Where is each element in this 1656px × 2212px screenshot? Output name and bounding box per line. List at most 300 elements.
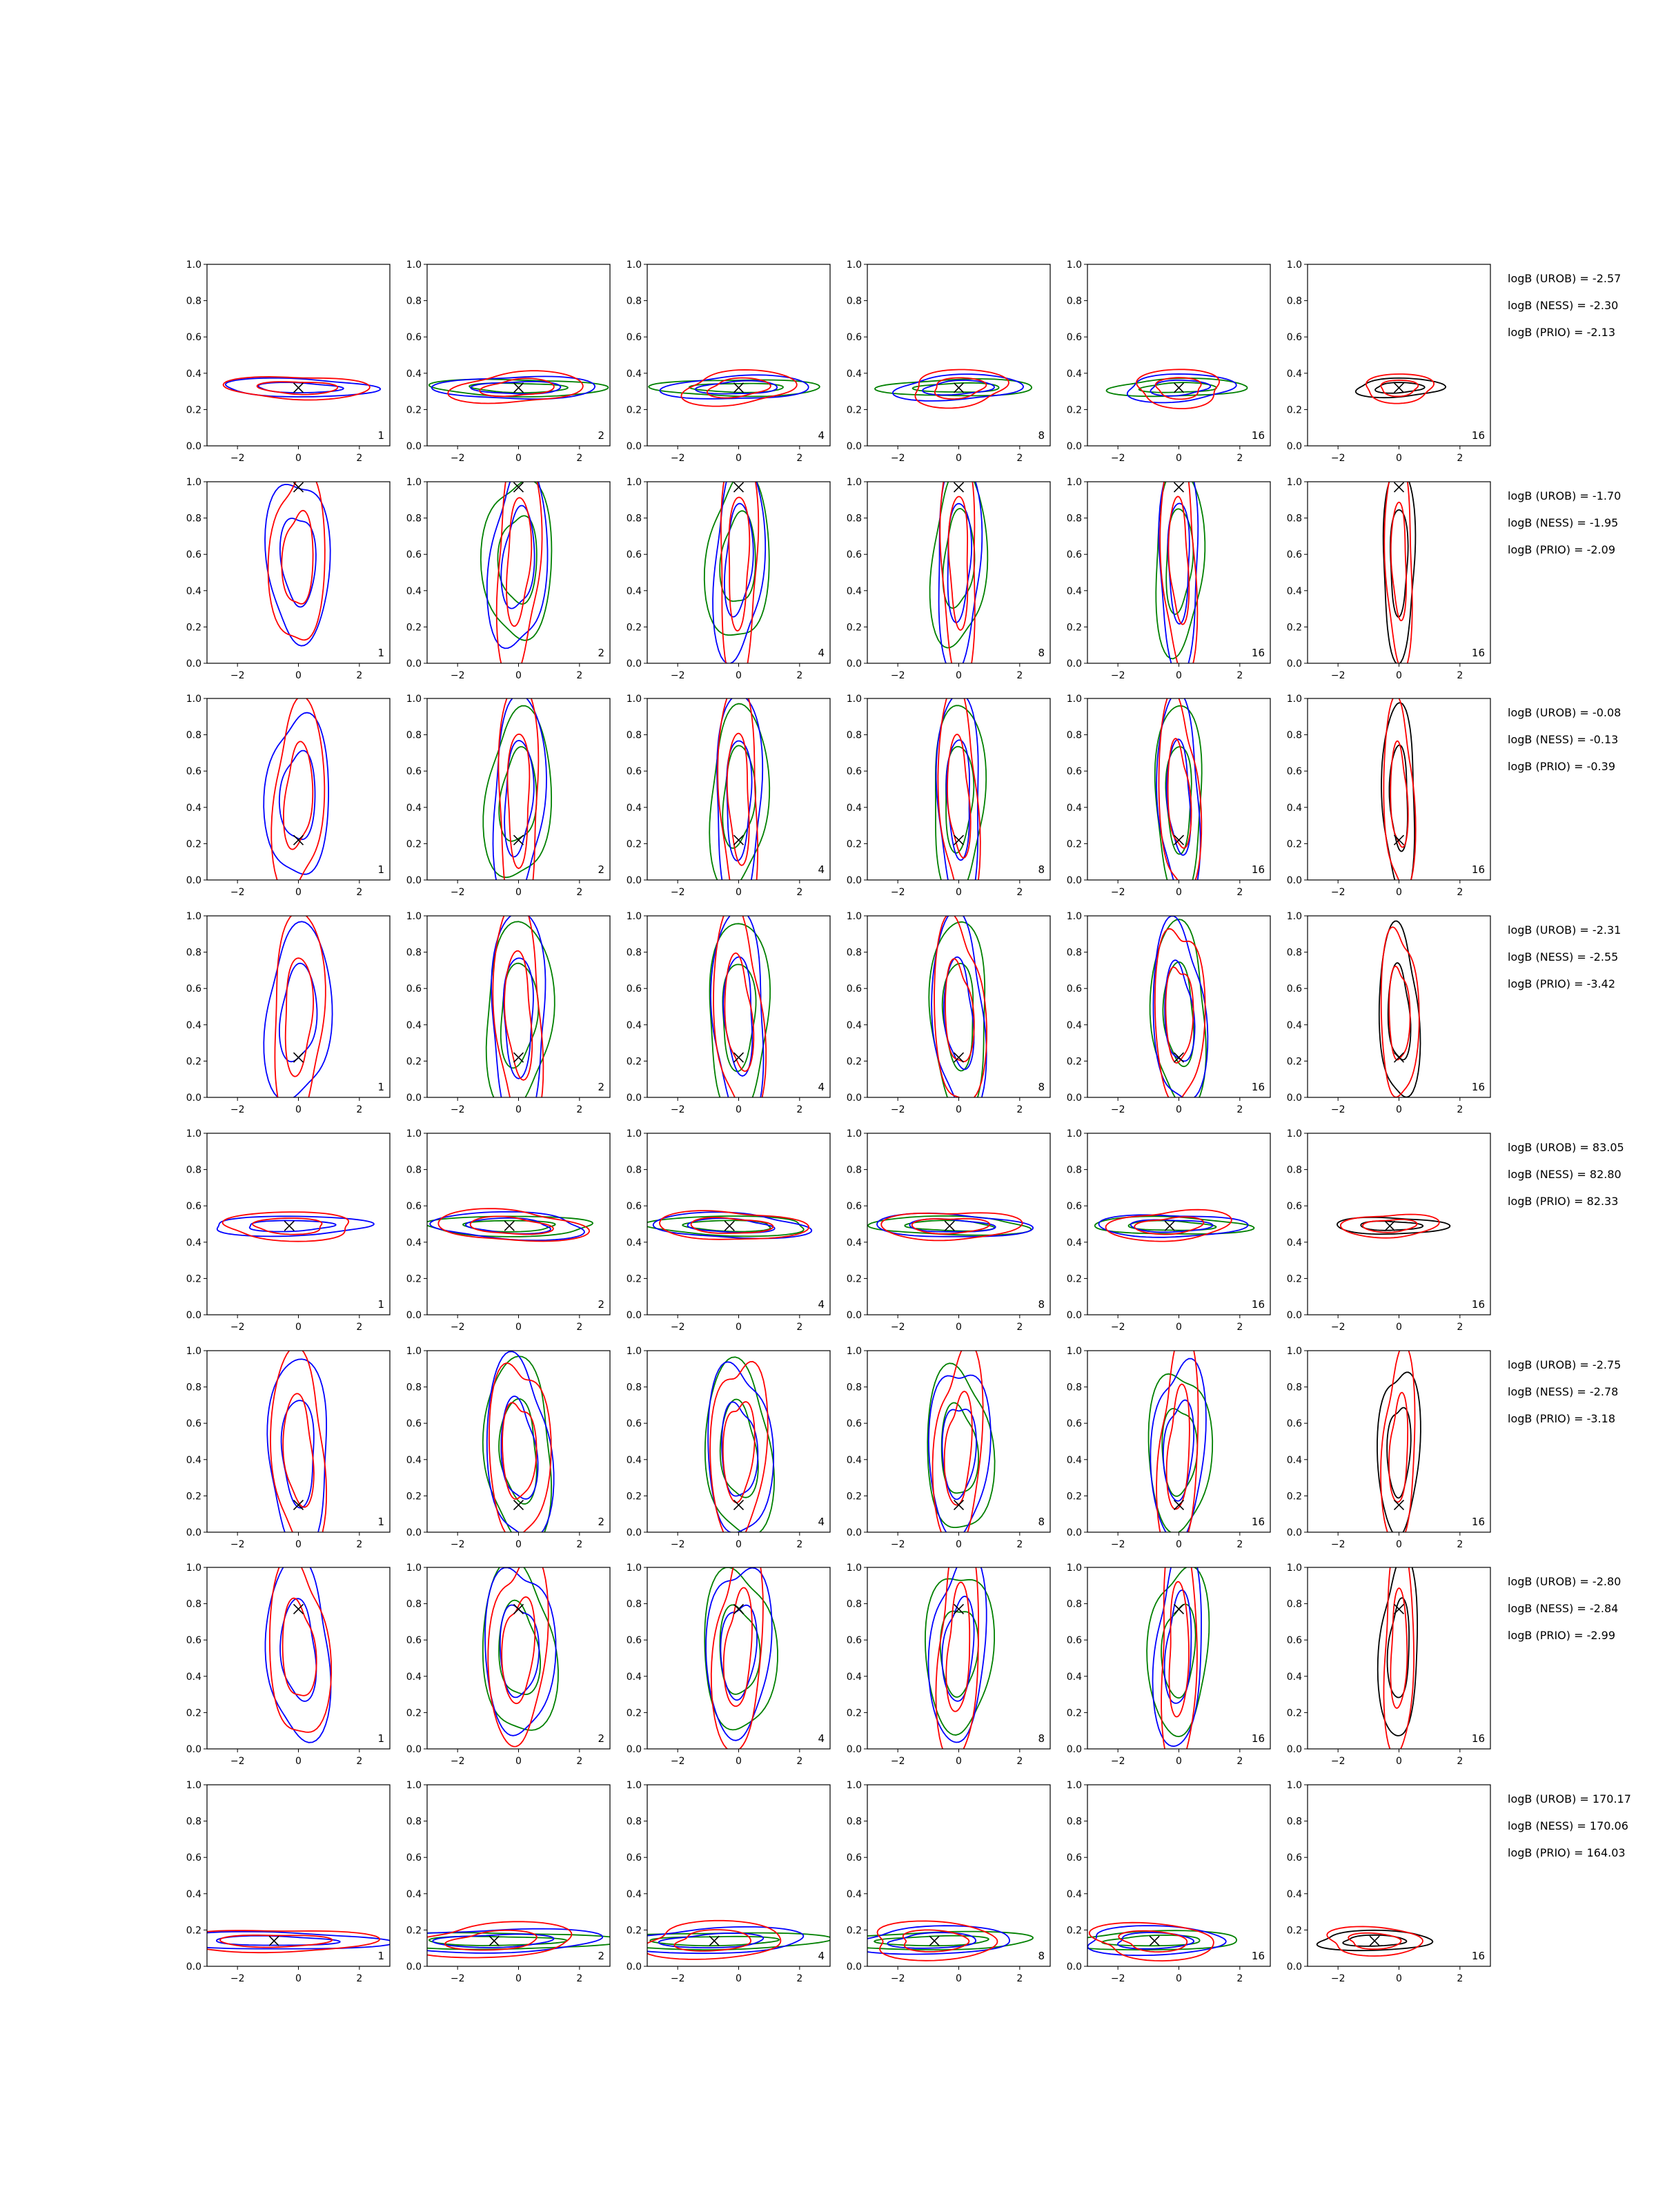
y-tick-label: 0.2 [186, 1707, 201, 1719]
axes-frame [1308, 264, 1490, 446]
y-tick-label: 0.0 [1286, 658, 1302, 669]
x-tick-label: 0 [1176, 1322, 1182, 1333]
axes-frame [647, 264, 830, 446]
y-tick-label: 0.0 [1286, 1527, 1302, 1538]
contour-group [267, 1347, 326, 1554]
y-tick-label: 0.8 [846, 947, 862, 959]
axes-frame [1308, 482, 1490, 663]
y-tick-label: 0.8 [846, 513, 862, 525]
axes-frame [1087, 698, 1270, 880]
x-tick-label: 2 [796, 1104, 803, 1115]
x-tick-label: 0 [736, 1322, 742, 1333]
contour-group [1378, 1537, 1417, 1755]
y-tick-label: 0.4 [1286, 802, 1302, 814]
true-value-marker [294, 383, 304, 393]
panel-corner-label: 4 [818, 863, 825, 876]
y-tick-label: 0.6 [186, 1852, 201, 1864]
contour-group [1095, 1210, 1254, 1242]
panel-r3-c4 [847, 683, 1050, 912]
x-tick-label: −2 [1110, 1104, 1125, 1115]
y-tick-label: 1.0 [1286, 477, 1302, 488]
y-tick-label: 0.8 [186, 513, 201, 525]
panel-corner-label: 16 [1471, 863, 1485, 876]
x-tick-label: 0 [1176, 1104, 1182, 1115]
y-tick-label: 0.6 [186, 983, 201, 995]
x-tick-label: −2 [670, 1322, 685, 1333]
y-tick-label: 0.0 [1066, 875, 1082, 886]
y-tick-label: 1.0 [406, 911, 422, 922]
x-tick-label: −2 [1330, 670, 1346, 681]
x-tick-label: −2 [450, 887, 465, 898]
true-value-marker [724, 1221, 734, 1231]
y-tick-label: 1.0 [846, 1780, 862, 1791]
x-tick-label: 0 [956, 1322, 962, 1333]
y-tick-label: 0.0 [1066, 441, 1082, 452]
x-tick-label: 0 [1396, 453, 1402, 464]
y-tick-label: 1.0 [626, 1346, 642, 1357]
contour-line [217, 1216, 374, 1236]
y-tick-label: 0.8 [1066, 1164, 1082, 1176]
axes-frame [867, 1567, 1050, 1749]
contour-line [266, 1556, 331, 1743]
x-tick-label: −2 [1110, 453, 1125, 464]
contour-group [925, 1526, 994, 1761]
y-tick-label: 0.0 [186, 1744, 201, 1755]
panel-r4-c1 [186, 911, 390, 1128]
contour-group [927, 1342, 994, 1549]
y-tick-label: 0.4 [1286, 368, 1302, 380]
panel-r2-c1 [186, 471, 390, 681]
panel-r2-c6 [1287, 456, 1490, 681]
contour-group [266, 1555, 332, 1743]
x-tick-label: −2 [230, 1104, 245, 1115]
y-tick-label: 1.0 [846, 694, 862, 705]
y-tick-label: 0.6 [1286, 332, 1302, 344]
x-tick-label: −2 [230, 670, 245, 681]
logb-label: logB (PRIO) = -3.42 [1508, 977, 1615, 990]
y-tick-label: 0.4 [626, 802, 642, 814]
y-tick-label: 0.4 [186, 1671, 201, 1683]
panel-corner-label: 8 [1038, 863, 1045, 876]
x-tick-label: 2 [796, 1539, 803, 1550]
true-value-marker [1150, 1936, 1159, 1946]
contour-line [1150, 919, 1206, 1109]
y-tick-label: 0.8 [406, 1382, 422, 1393]
logb-label: logB (UROB) = -2.31 [1508, 923, 1621, 937]
logb-label: logB (PRIO) = -2.09 [1508, 543, 1615, 556]
panel-r7-c3 [627, 1536, 830, 1768]
x-tick-label: 0 [956, 670, 962, 681]
panel-corner-label: 8 [1038, 647, 1045, 659]
x-tick-label: 0 [295, 1756, 302, 1767]
x-tick-label: −2 [230, 453, 245, 464]
x-tick-label: 0 [1396, 1322, 1402, 1333]
contour-line [1390, 1588, 1407, 1708]
y-tick-label: 0.6 [1066, 1852, 1082, 1864]
logb-label: logB (NESS) = -2.55 [1508, 950, 1619, 963]
y-tick-label: 0.0 [1286, 441, 1302, 452]
y-tick-label: 1.0 [1066, 694, 1082, 705]
x-tick-label: 2 [796, 1973, 803, 1984]
logb-label: logB (UROB) = -2.57 [1508, 272, 1621, 285]
panel-r1-c1 [186, 260, 390, 464]
y-tick-label: 1.0 [846, 1128, 862, 1139]
panel-corner-label: 1 [377, 1950, 384, 1962]
x-tick-label: 0 [736, 887, 742, 898]
panel-corner-label: 16 [1471, 1081, 1485, 1093]
x-tick-label: 0 [515, 1756, 522, 1767]
x-tick-label: −2 [1330, 887, 1346, 898]
y-tick-label: 0.8 [846, 1382, 862, 1393]
x-tick-label: 0 [1396, 670, 1402, 681]
y-tick-label: 0.6 [626, 549, 642, 561]
y-tick-label: 0.6 [406, 983, 422, 995]
panel-corner-label: 2 [598, 1081, 604, 1093]
y-tick-label: 0.4 [1066, 368, 1082, 380]
x-tick-label: −2 [890, 1756, 905, 1767]
y-tick-label: 1.0 [626, 911, 642, 922]
contour-line [722, 1402, 758, 1496]
x-tick-label: −2 [890, 1539, 905, 1550]
panel-corner-label: 4 [818, 1298, 825, 1311]
y-tick-label: 0.6 [406, 766, 422, 778]
y-tick-label: 0.0 [406, 1961, 422, 1973]
panel-r4-c5 [1067, 911, 1270, 1115]
y-tick-label: 1.0 [1066, 911, 1082, 922]
axes-frame [207, 698, 390, 880]
y-tick-label: 0.8 [186, 295, 201, 307]
panel-corner-label: 16 [1251, 863, 1265, 876]
x-tick-label: −2 [670, 1756, 685, 1767]
y-tick-label: 0.2 [1066, 1056, 1082, 1068]
x-tick-label: −2 [1330, 1973, 1346, 1984]
y-tick-label: 0.4 [626, 585, 642, 597]
x-tick-label: 2 [576, 887, 583, 898]
y-tick-label: 0.6 [406, 1201, 422, 1213]
contour-line [1170, 1582, 1190, 1717]
y-tick-label: 1.0 [406, 477, 422, 488]
y-tick-label: 0.8 [846, 1598, 862, 1610]
x-tick-label: 0 [295, 1104, 302, 1115]
contour-group [1156, 444, 1205, 677]
x-tick-label: 2 [1236, 887, 1243, 898]
y-tick-label: 0.8 [626, 1816, 642, 1828]
contour-group [1147, 1525, 1209, 1771]
y-tick-label: 0.6 [1286, 1201, 1302, 1213]
true-value-marker [489, 1936, 499, 1946]
x-tick-label: 0 [736, 1539, 742, 1550]
x-tick-label: −2 [1330, 453, 1346, 464]
x-tick-label: 0 [736, 453, 742, 464]
y-tick-label: 0.4 [846, 1454, 862, 1466]
x-tick-label: 2 [576, 670, 583, 681]
y-tick-label: 0.0 [406, 441, 422, 452]
x-tick-label: −2 [230, 887, 245, 898]
y-tick-label: 0.2 [846, 1056, 862, 1068]
y-tick-label: 0.8 [626, 1382, 642, 1393]
y-tick-label: 0.0 [1066, 1527, 1082, 1538]
y-tick-label: 0.2 [1286, 404, 1302, 416]
contour-line [483, 1356, 551, 1547]
y-tick-label: 0.6 [626, 1201, 642, 1213]
axes-frame [647, 916, 830, 1097]
y-tick-label: 0.4 [626, 1671, 642, 1683]
true-value-marker [1394, 482, 1404, 492]
panel-r8-c4 [825, 1780, 1050, 1984]
y-tick-label: 0.4 [1066, 1454, 1082, 1466]
x-tick-label: −2 [890, 1973, 905, 1984]
y-tick-label: 0.0 [846, 1744, 862, 1755]
panel-corner-label: 4 [818, 647, 825, 659]
y-tick-label: 0.0 [626, 1310, 642, 1321]
y-tick-label: 1.0 [1066, 1346, 1082, 1357]
contour-line [1160, 444, 1197, 677]
contour-group [936, 683, 986, 912]
logb-label: logB (UROB) = -0.08 [1508, 706, 1621, 719]
y-tick-label: 0.8 [406, 513, 422, 525]
y-tick-label: 0.2 [1286, 839, 1302, 850]
y-tick-label: 1.0 [1286, 911, 1302, 922]
panel-r8-c3 [598, 1780, 832, 1984]
logb-label: logB (UROB) = 170.17 [1508, 1792, 1631, 1805]
x-tick-label: 2 [796, 453, 803, 464]
contour-line [936, 694, 978, 912]
y-tick-label: 0.8 [406, 1598, 422, 1610]
x-tick-label: 0 [1396, 1539, 1402, 1550]
contour-line [916, 370, 1009, 409]
logb-label: logB (NESS) = -1.95 [1508, 516, 1619, 529]
panel-corner-label: 16 [1251, 1516, 1265, 1528]
x-tick-label: 2 [1236, 453, 1243, 464]
axes-frame [427, 482, 610, 663]
panel-r5-c2 [406, 1128, 610, 1333]
panel-corner-label: 4 [818, 1516, 825, 1528]
logb-label: logB (NESS) = -2.78 [1508, 1385, 1619, 1398]
panel-corner-label: 8 [1038, 429, 1045, 442]
y-tick-label: 0.2 [1066, 1707, 1082, 1719]
panel-r6-c6 [1287, 1344, 1490, 1550]
contour-line [280, 518, 316, 607]
y-tick-label: 0.8 [186, 1598, 201, 1610]
x-tick-label: 0 [956, 1539, 962, 1550]
y-tick-label: 0.8 [1066, 947, 1082, 959]
axes-frame [427, 1567, 610, 1749]
y-tick-label: 0.8 [846, 1164, 862, 1176]
x-tick-label: 0 [1176, 1539, 1182, 1550]
x-tick-label: −2 [230, 1539, 245, 1550]
true-value-marker [514, 1053, 524, 1062]
y-tick-label: 0.0 [1286, 1744, 1302, 1755]
panel-r8-c1 [170, 1780, 394, 1984]
axes-frame [207, 482, 390, 663]
panel-r7-c6 [1287, 1537, 1490, 1767]
panel-r1-c6 [1287, 260, 1490, 464]
x-tick-label: −2 [670, 453, 685, 464]
true-value-marker [1394, 383, 1404, 393]
logb-label: logB (NESS) = -2.30 [1508, 299, 1619, 312]
panel-corner-label: 1 [377, 429, 384, 442]
x-tick-label: 2 [1457, 453, 1463, 464]
panel-corner-label: 1 [377, 1081, 384, 1093]
panel-corner-label: 16 [1251, 1298, 1265, 1311]
contour-group [929, 910, 987, 1117]
panel-corner-label: 2 [598, 1950, 604, 1962]
y-tick-label: 0.4 [626, 1888, 642, 1900]
x-tick-label: −2 [1330, 1539, 1346, 1550]
panel-r5-c5 [1067, 1128, 1270, 1333]
y-tick-label: 0.6 [1286, 1635, 1302, 1647]
x-tick-label: −2 [450, 1973, 465, 1984]
x-tick-label: 2 [1457, 887, 1463, 898]
axes-frame [1308, 1133, 1490, 1315]
y-tick-label: 0.8 [1286, 295, 1302, 307]
axes-frame [207, 1785, 390, 1966]
x-tick-label: 0 [295, 1539, 302, 1550]
x-tick-label: 2 [1236, 1973, 1243, 1984]
contour-line [1161, 1525, 1197, 1771]
true-value-marker [1165, 1221, 1174, 1231]
y-tick-label: 1.0 [406, 1128, 422, 1139]
true-value-marker [929, 1936, 939, 1946]
y-tick-label: 0.0 [406, 1310, 422, 1321]
y-tick-label: 1.0 [186, 477, 201, 488]
contour-group [704, 1536, 778, 1752]
panel-corner-label: 1 [377, 1298, 384, 1311]
axes-frame [1087, 264, 1270, 446]
y-tick-label: 1.0 [186, 1346, 201, 1357]
x-tick-label: 0 [515, 1539, 522, 1550]
y-tick-label: 1.0 [406, 1346, 422, 1357]
x-tick-label: 0 [1396, 1104, 1402, 1115]
y-tick-label: 0.6 [1066, 983, 1082, 995]
y-tick-label: 0.6 [1066, 1201, 1082, 1213]
y-tick-label: 0.4 [1286, 1671, 1302, 1683]
y-tick-label: 0.2 [406, 1491, 422, 1503]
panel-r1-c4 [847, 260, 1050, 464]
y-tick-label: 0.0 [846, 1093, 862, 1104]
y-tick-label: 0.0 [1066, 1310, 1082, 1321]
panel-r3-c6 [1287, 694, 1490, 898]
y-tick-label: 1.0 [626, 1780, 642, 1791]
panel-corner-label: 8 [1038, 1298, 1045, 1311]
panel-r3-c1 [186, 694, 390, 898]
logb-label: logB (PRIO) = -2.99 [1508, 1629, 1615, 1642]
x-tick-label: −2 [1110, 887, 1125, 898]
x-tick-label: 0 [1176, 1973, 1182, 1984]
y-tick-label: 0.2 [846, 1273, 862, 1285]
y-tick-label: 0.6 [406, 1635, 422, 1647]
y-tick-label: 1.0 [626, 1128, 642, 1139]
true-value-marker [1394, 1053, 1404, 1062]
y-tick-label: 1.0 [1286, 1128, 1302, 1139]
panel-corner-label: 1 [377, 863, 384, 876]
x-tick-label: −2 [890, 1322, 905, 1333]
y-tick-label: 0.6 [1286, 1418, 1302, 1430]
y-tick-label: 0.6 [1066, 549, 1082, 561]
panel-corner-label: 2 [598, 1732, 604, 1745]
panel-r6-c3 [627, 1346, 830, 1550]
x-tick-label: 0 [956, 1973, 962, 1984]
axes-frame [427, 916, 610, 1097]
y-tick-label: 0.0 [186, 875, 201, 886]
panel-corner-label: 16 [1471, 429, 1485, 442]
panel-r4-c6 [1287, 911, 1490, 1115]
panel-r8-c2 [376, 1780, 627, 1984]
panel-r4-c2 [406, 899, 610, 1134]
x-tick-label: −2 [890, 453, 905, 464]
y-tick-label: 0.0 [186, 1527, 201, 1538]
true-value-marker [504, 1221, 514, 1231]
y-tick-label: 0.8 [626, 730, 642, 741]
y-tick-label: 0.4 [626, 1454, 642, 1466]
y-tick-label: 0.2 [846, 622, 862, 634]
x-tick-label: −2 [450, 453, 465, 464]
y-tick-label: 0.8 [1286, 513, 1302, 525]
y-tick-label: 0.2 [186, 404, 201, 416]
axes-frame [1308, 916, 1490, 1097]
y-tick-label: 0.4 [186, 802, 201, 814]
y-tick-label: 0.0 [1286, 1093, 1302, 1104]
y-tick-label: 1.0 [626, 1563, 642, 1574]
panel-r5-c6 [1287, 1128, 1490, 1333]
x-tick-label: −2 [450, 1756, 465, 1767]
panel-r3-c5 [1067, 691, 1270, 903]
contour-group [1155, 691, 1202, 903]
x-tick-label: 2 [796, 1322, 803, 1333]
y-tick-label: 0.0 [626, 1961, 642, 1973]
y-tick-label: 0.6 [186, 1201, 201, 1213]
y-tick-label: 0.2 [626, 1925, 642, 1937]
y-tick-label: 0.0 [846, 1310, 862, 1321]
axes-frame [867, 1785, 1050, 1966]
y-tick-label: 0.6 [846, 1201, 862, 1213]
contour-group [1150, 916, 1208, 1109]
y-tick-label: 0.8 [186, 947, 201, 959]
axes-frame [207, 1567, 390, 1749]
y-tick-label: 0.2 [846, 1707, 862, 1719]
y-tick-label: 0.4 [406, 585, 422, 597]
x-tick-label: 2 [1016, 1539, 1023, 1550]
panel-r4-c3 [627, 903, 830, 1126]
panel-corner-label: 1 [377, 647, 384, 659]
y-tick-label: 0.0 [626, 875, 642, 886]
x-tick-label: 2 [1016, 670, 1023, 681]
logb-label: logB (UROB) = -2.75 [1508, 1358, 1621, 1371]
true-value-marker [734, 482, 744, 492]
true-value-marker [734, 383, 744, 393]
contour-group [705, 1357, 774, 1545]
true-value-marker [269, 1936, 279, 1946]
y-tick-label: 1.0 [406, 1780, 422, 1791]
y-tick-label: 1.0 [1286, 1780, 1302, 1791]
panel-corner-label: 16 [1471, 1298, 1485, 1311]
true-value-marker [1174, 383, 1184, 393]
y-tick-label: 0.0 [406, 658, 422, 669]
logb-label: logB (NESS) = 170.06 [1508, 1819, 1628, 1832]
y-tick-label: 0.4 [1066, 585, 1082, 597]
x-tick-label: 0 [1176, 1756, 1182, 1767]
y-tick-label: 0.2 [626, 622, 642, 634]
y-tick-label: 0.6 [626, 1852, 642, 1864]
y-tick-label: 0.8 [1286, 947, 1302, 959]
contour-line [1155, 706, 1202, 901]
y-tick-label: 0.6 [846, 1418, 862, 1430]
y-tick-label: 0.2 [1286, 1925, 1302, 1937]
contour-group [1059, 1923, 1236, 1961]
y-tick-label: 0.6 [1066, 766, 1082, 778]
panel-corner-label: 16 [1251, 647, 1265, 659]
y-tick-label: 0.4 [406, 1237, 422, 1249]
